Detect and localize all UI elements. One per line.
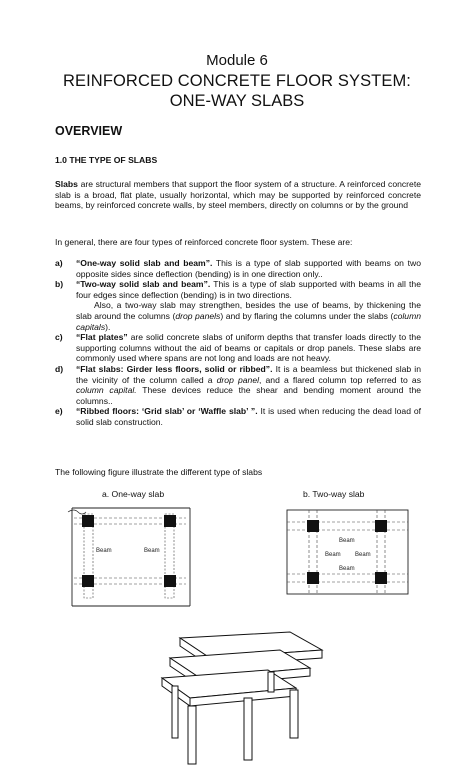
two-way-note xyxy=(55,300,421,332)
page-title-line1: REINFORCED CONCRETE FLOOR SYSTEM: xyxy=(63,72,411,90)
list-item-text: It is a beamless but thickened slab in the vicinity of the column called a xyxy=(76,363,421,385)
beam-label-bottom: Beam xyxy=(339,566,355,572)
one-way-slab-diagram xyxy=(64,500,198,614)
beam-label-mid-left: Beam xyxy=(325,552,341,558)
list-item-title: “Two-way solid slab and beam”. xyxy=(76,279,211,290)
list-item-title: “Ribbed floors: ‘Grid slab’ or ‘Waffle slab’ ”. xyxy=(76,406,258,417)
column xyxy=(307,572,319,584)
slab-types-list xyxy=(55,258,421,428)
slab-frame-3d-sketch xyxy=(150,628,330,768)
slabs-paragraph xyxy=(55,179,421,211)
caption-two-way: b. Two-way slab xyxy=(303,489,365,499)
list-marker: c) xyxy=(55,332,63,343)
list-item-text: are solid concrete slabs of uniform depths that transfer loads directly to the supporting columns without the aid of beams or capitals or drop panels. These slabs are commonly used where spans are not long and loads are not heavy. xyxy=(76,332,421,364)
list-marker: d) xyxy=(55,363,64,374)
list-item xyxy=(55,332,421,364)
list-marker: a) xyxy=(55,258,63,268)
column xyxy=(164,575,176,587)
note-italic-column-capitals: column capitals xyxy=(76,310,422,332)
module-label: Module 6 xyxy=(206,52,268,69)
note-italic-drop-panels: drop panels xyxy=(175,310,221,321)
beam-label-top: Beam xyxy=(339,538,355,544)
note-text: ). xyxy=(105,321,111,332)
beam-label-mid-right: Beam xyxy=(355,552,371,558)
column xyxy=(82,515,94,527)
list-item-text: This is a type of slab supported with beams on two opposite sides since deflection (bending) is in one direction only.. xyxy=(76,258,421,279)
column xyxy=(375,520,387,532)
beam-label-right: Beam xyxy=(144,548,160,554)
column xyxy=(82,575,94,587)
list-item-title: “Flat plates” xyxy=(76,332,128,343)
list-item-text: It is used when reducing the dead load of solid slab construction. xyxy=(76,406,422,427)
column xyxy=(375,572,387,584)
note-text: Also, a two-way slab may strengthen, besides the use of beams, by thickening the slab around the columns ( xyxy=(76,300,421,321)
list-marker: b) xyxy=(55,279,64,290)
list-item-title: “Flat slabs: Girder less floors, solid or ribbed”. xyxy=(76,363,273,374)
list-item-text: This is a type of slab supported with beams in all the four edges since deflection (bending) is in two directions. xyxy=(76,279,421,300)
beam-label-left: Beam xyxy=(96,548,112,554)
general-paragraph: In general, there are four types of reinforced concrete floor system. These are: xyxy=(55,237,353,247)
slabs-definition: are structural members that support the floor system of a structure. A reinforced concrete slab is a broad, flat plate, usually horizontal, which may be supported by reinforced concrete beams, by reinforced concrete walls, by steel members, directly on columns or by the ground xyxy=(55,179,421,211)
list-item xyxy=(55,279,421,300)
list-item xyxy=(55,406,421,427)
list-item-title: “One-way solid slab and beam”. xyxy=(76,258,213,268)
caption-one-way: a. One-way slab xyxy=(102,489,165,499)
page-title-line2: ONE-WAY SLABS xyxy=(169,92,305,110)
overview-heading: OVERVIEW xyxy=(55,124,123,138)
list-item-text: , and a flared column top referred to as xyxy=(259,374,421,385)
list-marker: e) xyxy=(55,406,63,417)
list-item xyxy=(55,364,421,406)
note-text: ) and by flaring the columns under the slabs ( xyxy=(220,310,394,321)
list-item-text: These devices reduce the shear and bending moment around the columns.. xyxy=(76,385,422,406)
figure-intro: The following figure illustrate the different type of slabs xyxy=(55,467,263,477)
list-item xyxy=(55,258,421,279)
slabs-term: Slabs xyxy=(55,179,78,189)
two-way-slab-diagram xyxy=(285,508,410,596)
list-item-italic: drop panel xyxy=(216,374,260,385)
column xyxy=(307,520,319,532)
section-heading: 1.0 THE TYPE OF SLABS xyxy=(55,155,158,165)
list-item-italic: column capital. xyxy=(76,385,137,396)
column xyxy=(164,515,176,527)
